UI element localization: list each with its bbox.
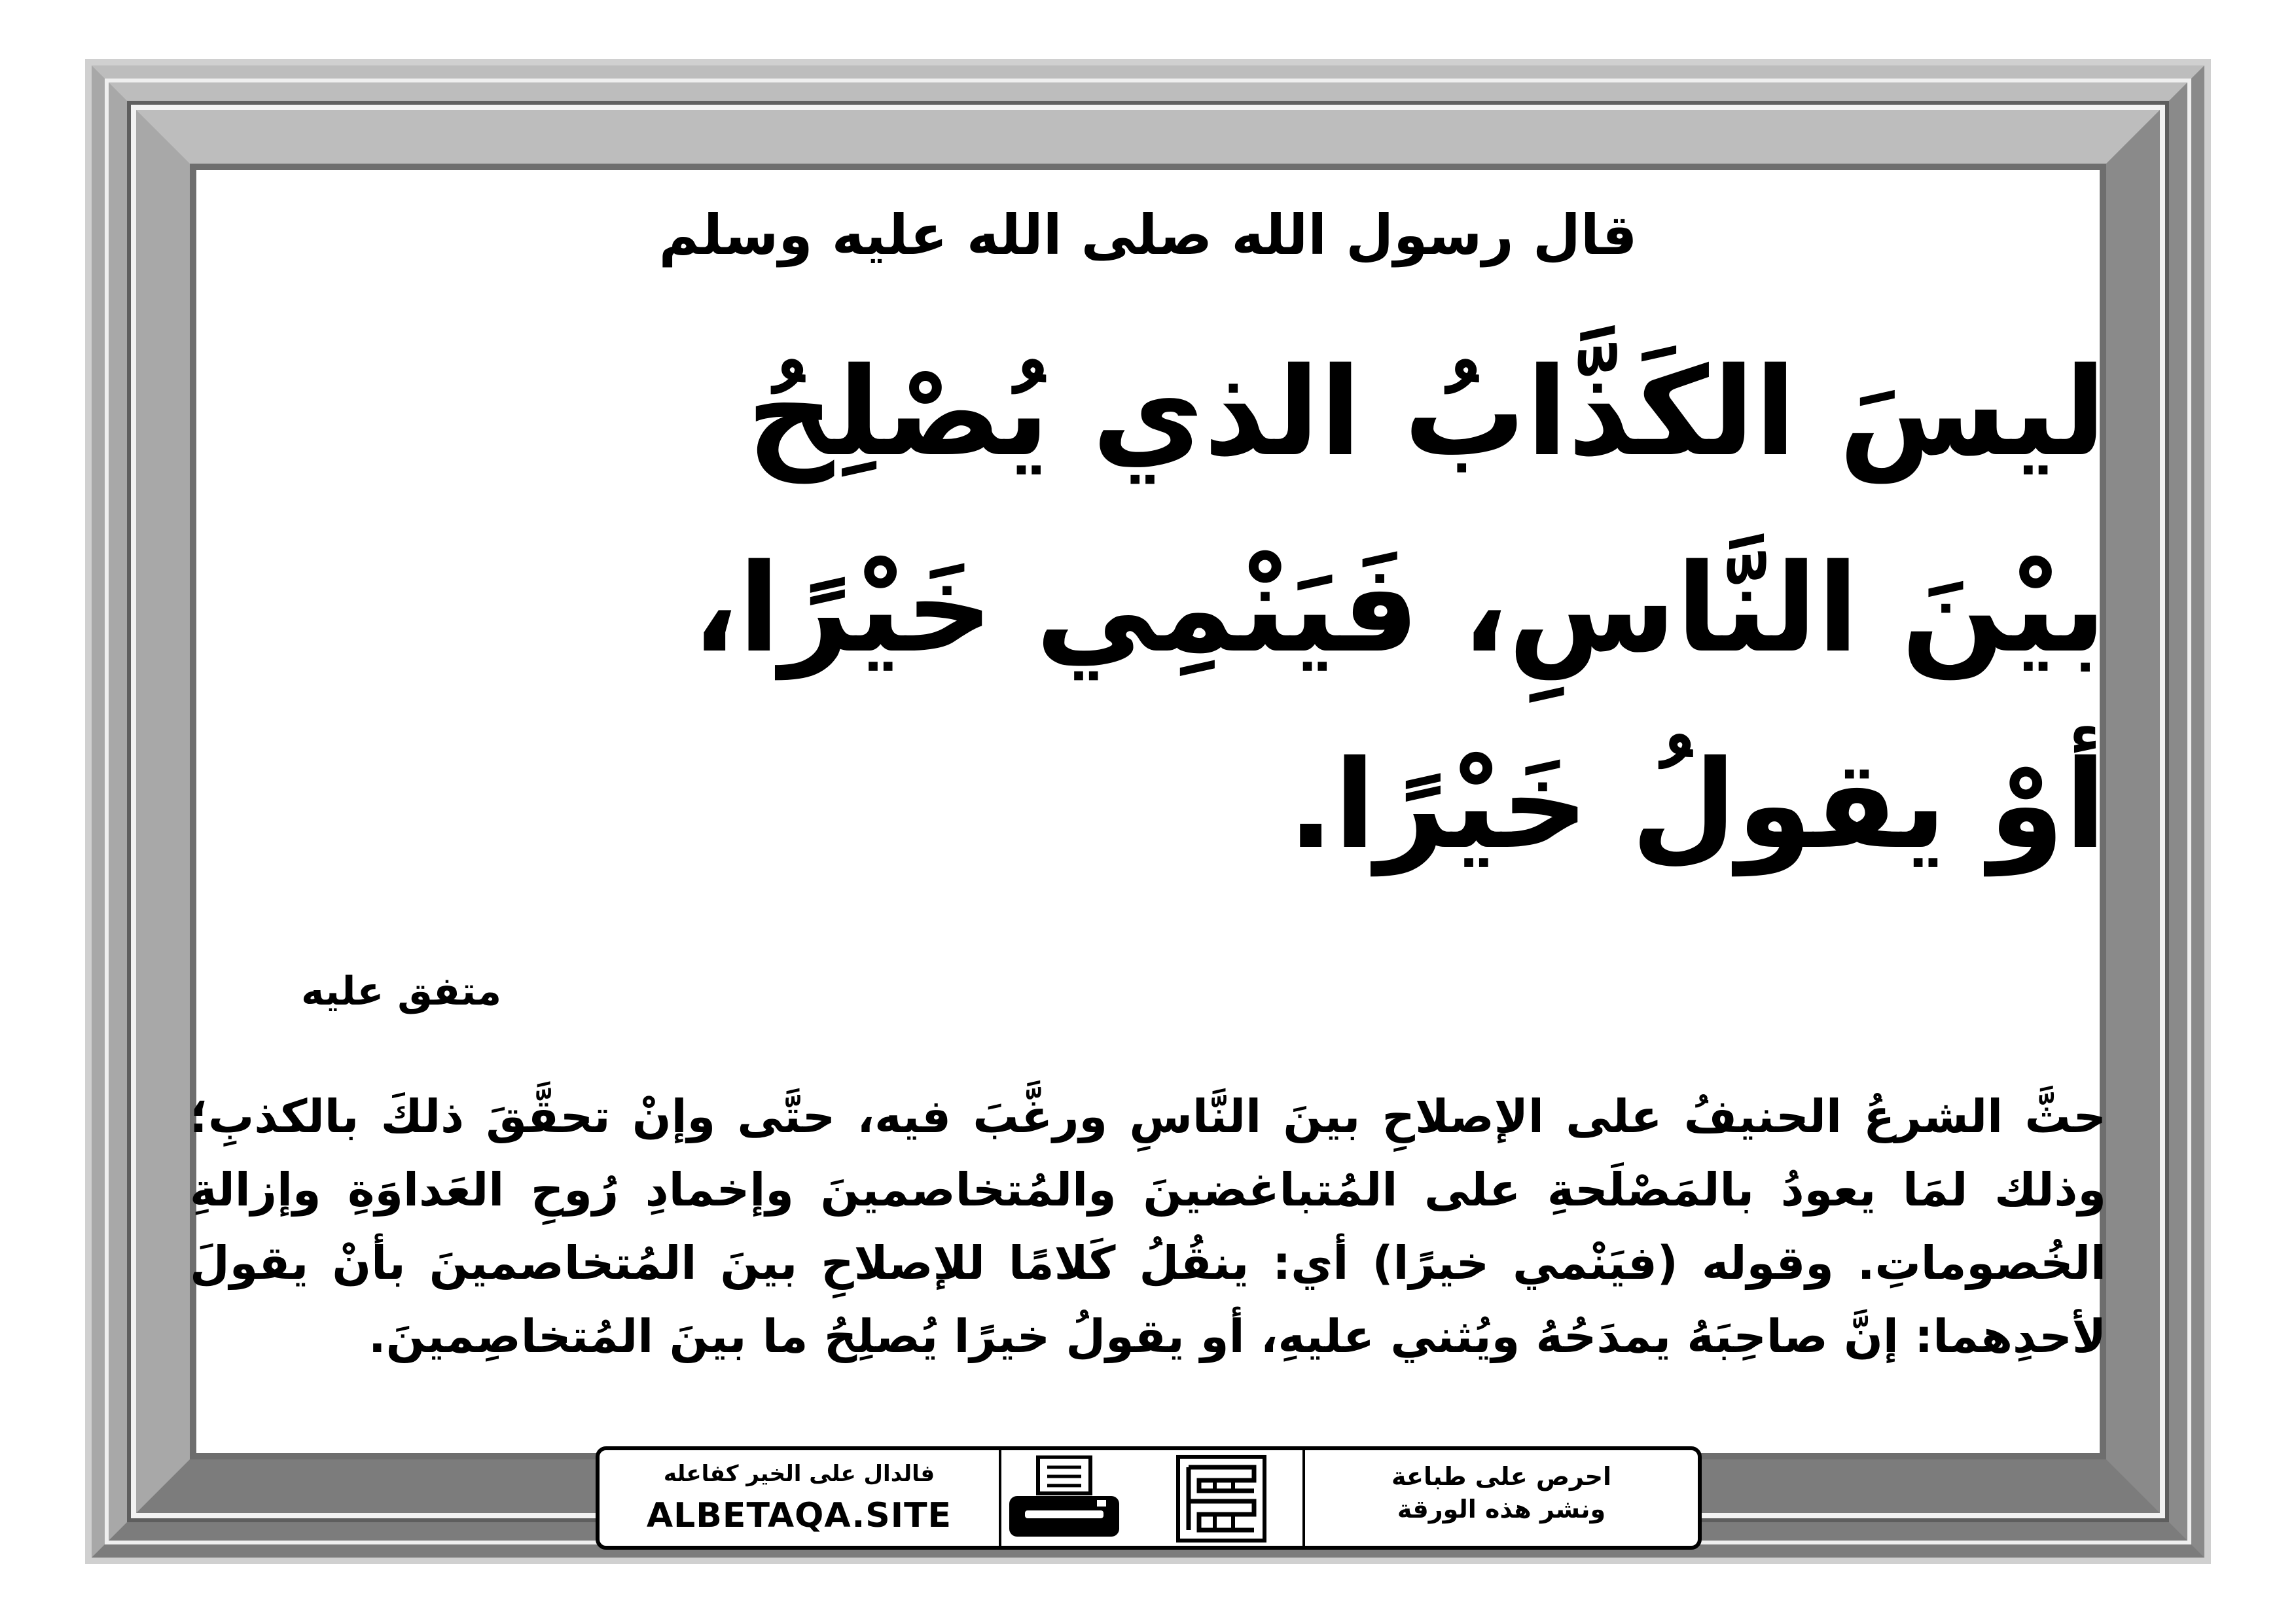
printer-icon: [1005, 1455, 1123, 1541]
explanation-paragraph: حثَّ الشرعُ الحنيفُ على الإصلاحِ بينَ النَّاسِ ورغَّبَ فيه، حتَّى وإنْ تحقَّقَ ذلكَ بالكذبِ؛ وذلك لمَا يعودُ بالمَصْلَحةِ على المُتباغضينَ والمُتخاصمينَ وإخمادِ رُوحِ العَداوَةِ وإزالةِ الخُصوماتِ. وقوله (فيَنْمي خيرًا) أي: ينقُلُ كَلامًا للإصلاحِ بينَ المُتخاصمينَ بأنْ يقولَ لأحدِهما: إنَّ صاحِبَهُ يمدَحُهُ ويُثني عليهِ، أو يقولُ خيرًا يُصلِحُ ما بينَ المُتخاصِمينَ.: [190, 1090, 2106, 1363]
banner-tagline: فالدال على الخير كفاعله: [663, 1461, 935, 1487]
hadith-text: [190, 314, 2106, 903]
website-link[interactable]: ALBETAQA.SITE: [646, 1496, 952, 1535]
print-notice-line-1: احرص على طباعة: [1391, 1462, 1612, 1491]
dawa-logo-icon: [1175, 1454, 1267, 1543]
footer-banner: [596, 1446, 1702, 1550]
hadith-line-1: ليسَ الكَذَّابُ الذي يُصْلِحُ: [746, 341, 2106, 483]
hadith-line-3: أوْ يقولُ خَيْرًا.: [1287, 734, 2106, 876]
hadith-source: متفق عليه: [301, 969, 502, 1014]
intro-heading: قال رسول الله صلى الله عليه وسلم: [658, 203, 1638, 267]
website-box: [600, 1450, 1001, 1546]
print-notice-box: [1302, 1450, 1698, 1546]
page-content: [190, 164, 2106, 1459]
hadith-line-2: بيْنَ النَّاسِ، فَيَنْمِي خَيْرًا،: [692, 537, 2106, 679]
print-notice-line-2: ونشر هذه الورقة: [1397, 1495, 1606, 1524]
